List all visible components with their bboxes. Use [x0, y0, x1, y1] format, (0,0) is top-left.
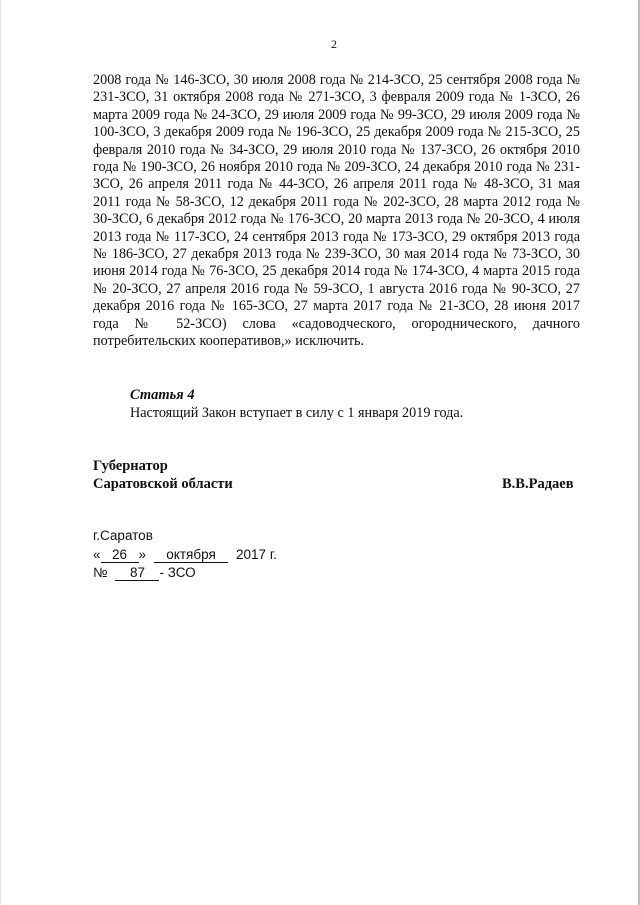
article-heading: Статья 4 — [130, 387, 195, 403]
signing-date — [93, 547, 277, 563]
date-month: октября — [154, 548, 228, 563]
signatory-name: В.В.Радаев — [502, 476, 574, 492]
page-number: 2 — [331, 37, 337, 51]
place-of-signing: г.Саратов — [93, 528, 153, 543]
signatory-title-line2: Саратовской области — [93, 476, 233, 492]
date-day: 26 — [101, 548, 139, 563]
number-sign: № — [93, 565, 108, 580]
law-number — [93, 565, 196, 581]
scan-edge-left — [0, 0, 1, 905]
article-text: Настоящий Закон вступает в силу с 1 января 2019 года. — [130, 405, 464, 421]
date-year: 2017 г. — [236, 547, 277, 562]
signatory-title-line1: Губернатор — [93, 458, 168, 474]
date-close-quote: » — [138, 547, 147, 562]
law-number-suffix: - ЗСО — [159, 565, 196, 580]
date-open-quote: « — [93, 547, 101, 562]
law-number-value: 87 — [115, 566, 159, 581]
body-paragraph: 2008 года № 146-ЗСО, 30 июля 2008 года № 214-ЗСО, 25 сентября 2008 года № 231-ЗСО, 31 октября 2008 года № 271-ЗСО, 3 февраля 2009 года № 1-ЗСО, 26 марта 2009 года № 24-ЗСО, 29 июля 2009 года № 99-ЗСО, 29 июля 2009 года № 100-ЗСО, 3 декабря 2009 года № 196-ЗСО, 25 декабря 2009 года № 215-ЗСО, 25 февраля 2010 года № 34-ЗСО, 29 июля 2010 года № 137-ЗСО, 26 октября 2010 года № 190-ЗСО, 26 ноября 2010 года № 209-ЗСО, 24 декабря 2010 года № 231-ЗСО, 26 апреля 2011 года № 44-ЗСО, 26 апреля 2011 года № 48-ЗСО, 31 мая 2011 года № 58-ЗСО, 12 декабря 2011 года № 202-ЗСО, 28 марта 2012 года № 30-ЗСО, 6 декабря 2012 года № 176-ЗСО, 20 марта 2013 года № 20-ЗСО, 4 июля 2013 года № 117-ЗСО, 24 сентября 2013 года № 173-ЗСО, 29 октября 2013 года № 186-ЗСО, 27 декабря 2013 года № 239-ЗСО, 30 мая 2014 года № 73-ЗСО, 30 июня 2014 года № 76-ЗСО, 25 декабря 2014 года № 174-ЗСО, 4 марта 2015 года № 20-ЗСО, 27 апреля 2016 года № 59-ЗСО, 1 августа 2016 года № 90-ЗСО, 27 декабря 2016 года № 165-ЗСО, 27 марта 2017 года № 21-ЗСО, 28 июня 2017 года № 52-ЗСО) слова «садоводческого, огороднического, дачного потребительских кооперативов,» исключить. — [93, 72, 580, 350]
